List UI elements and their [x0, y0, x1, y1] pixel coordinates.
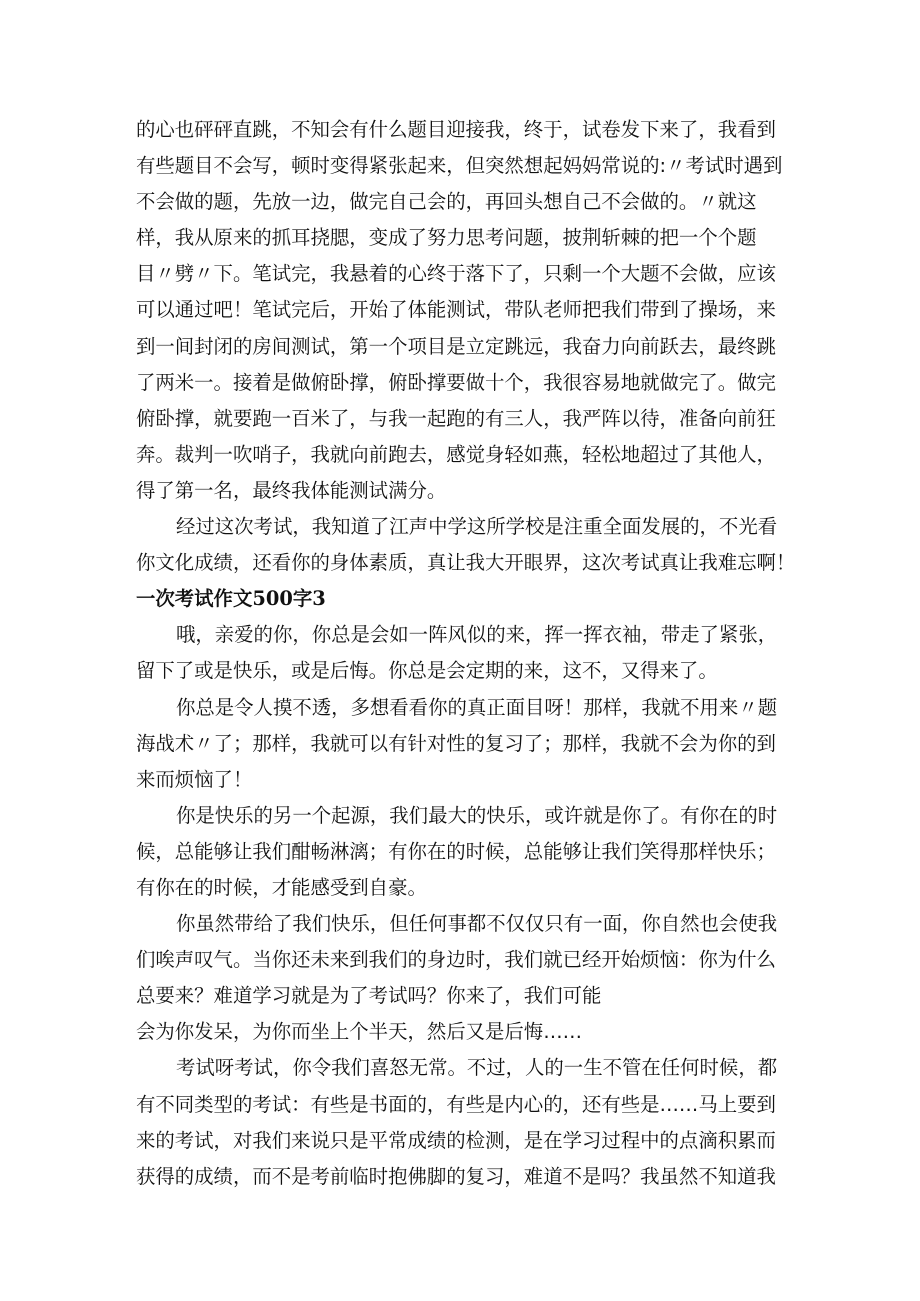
text-line: 样，我从原来的抓耳挠腮，变成了努力思考问题，披荆斩棘的把一个个题	[136, 226, 757, 250]
text-line: 总要来？难道学习就是为了考试吗？你来了，我们可能	[136, 984, 602, 1008]
paragraph-first-line: 你总是令人摸不透，多想看看你的真正面目呀！那样，我就不用来〃题	[176, 695, 778, 719]
text-line: 得了第一名，最终我体能测试满分。	[136, 478, 447, 502]
text-line: 你文化成绩，还看你的身体素质，真让我大开眼界，这次考试真让我难忘啊！	[136, 551, 796, 575]
paragraph-first-line: 你虽然带给了我们快乐，但任何事都不仅仅只有一面，你自然也会使我	[176, 912, 778, 936]
paragraph-first-line: 经过这次考试，我知道了江声中学这所学校是注重全面发展的，不光看	[176, 515, 778, 539]
text-line: 目〃劈〃下。笔试完，我悬着的心终于落下了，只剩一个大题不会做，应该	[136, 262, 776, 286]
text-line: 留下了或是快乐，或是后悔。你总是会定期的来，这不，又得来了。	[136, 659, 718, 683]
text-line: 俯卧撑，就要跑一百米了，与我一起跑的有三人，我严阵以待，准备向前狂	[136, 406, 776, 430]
text-line: 有不同类型的考试：有些是书面的，有些是内心的，还有些是……马上要到	[136, 1092, 776, 1116]
text-line: 来的考试，对我们来说只是平常成绩的检测，是在学习过程中的点滴积累而	[136, 1128, 776, 1152]
text-line: 了两米一。接着是做俯卧撑，俯卧撑要做十个，我很容易地就做完了。做完	[136, 370, 776, 394]
text-line: 有你在的时候，才能感受到自豪。	[136, 875, 427, 899]
document-body	[136, 112, 798, 1195]
text-line: 到一间封闭的房间测试，第一个项目是立定跳远，我奋力向前跃去，最终跳	[136, 334, 776, 358]
text-line: 可以通过吧！笔试完后，开始了体能测试，带队老师把我们带到了操场，来	[136, 298, 776, 322]
text-line: 们唉声叹气。当你还未来到我们的身边时，我们就已经开始烦恼：你为什么	[136, 948, 776, 972]
text-line: 不会做的题，先放一边，做完自己会的，再回头想自己不会做的。〃就这	[136, 190, 757, 214]
text-line: 的心也砰砰直跳，不知会有什么题目迎接我，终于，试卷发下来了，我看到	[136, 118, 776, 141]
paragraph-first-line: 考试呀考试，你令我们喜怒无常。不过，人的一生不管在任何时候，都	[176, 1056, 778, 1080]
paragraph-first-line: 哦，亲爱的你，你总是会如一阵风似的来，挥一挥衣袖，带走了紧张，	[176, 623, 778, 647]
text-line: 来而烦恼了！	[136, 767, 253, 791]
section-heading: 一次考试作文500字3	[136, 587, 326, 611]
text-line: 奔。裁判一吹哨子，我就向前跑去，感觉身轻如燕，轻松地超过了其他人，	[136, 442, 776, 466]
text-line: 候，总能够让我们酣畅淋漓；有你在的时候，总能够让我们笑得那样快乐；	[136, 839, 776, 863]
text-line: 获得的成绩，而不是考前临时抱佛脚的复习，难道不是吗？我虽然不知道我	[136, 1164, 776, 1188]
paragraph-first-line: 你是快乐的另一个起源，我们最大的快乐，或许就是你了。有你在的时	[176, 803, 778, 827]
text-line: 会为你发呆，为你而坐上个半天，然后又是后悔……	[136, 1020, 582, 1044]
text-line: 有些题目不会写，顿时变得紧张起来，但突然想起妈妈常说的:〃考试时遇到	[136, 154, 783, 178]
text-line: 海战术〃了；那样，我就可以有针对性的复习了；那样，我就不会为你的到	[136, 731, 776, 755]
